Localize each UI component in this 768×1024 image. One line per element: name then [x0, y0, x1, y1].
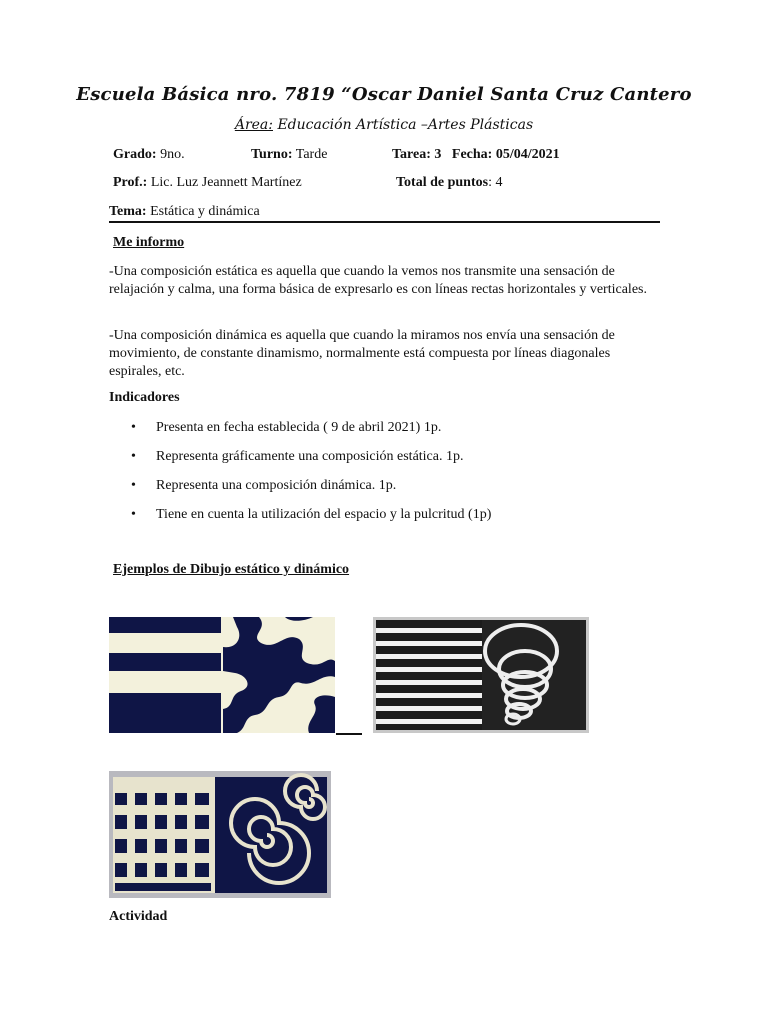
static-paragraph: -Una composición estática es aquella que cuando la vemos nos transmite una sensación de relajación y calma, una forma básica de expresarlo es con líneas rectas horizontales y verticales. [109, 264, 647, 297]
list-item-text: Presenta en fecha establecida ( 9 de abril 2021) 1p. [156, 420, 442, 435]
bullet-icon: • [131, 478, 136, 493]
tema-label: Tema: [109, 204, 147, 219]
bullet-icon: • [131, 449, 136, 464]
example-image-static-dynamic-2 [373, 617, 589, 733]
tarea-fecha-label: Tarea: 3 Fecha: 05/04/2021 [392, 147, 560, 162]
me-informo-heading: Me informo [113, 235, 185, 250]
bullet-icon: • [131, 420, 136, 435]
example-image-static-dynamic-1 [109, 617, 335, 733]
prof-label: Prof.: [113, 175, 148, 190]
grado-label: Grado: [113, 147, 157, 162]
subject-area [0, 117, 768, 133]
list-item [131, 506, 491, 535]
example-3-drawing [109, 771, 331, 898]
list-item-text: Representa una composición dinámica. 1p. [156, 478, 397, 493]
indicadores-list [131, 419, 491, 535]
prof-line [113, 175, 302, 191]
puntos-line [396, 175, 502, 191]
example-image-static-dynamic-3 [109, 771, 331, 898]
list-item [131, 448, 491, 477]
turno-value: Tarde [292, 147, 328, 162]
tarea-fecha [392, 147, 560, 163]
header-divider [109, 221, 660, 223]
underline-mark [336, 733, 362, 735]
puntos-label: Total de puntos [396, 175, 489, 190]
indicadores-heading: Indicadores [109, 390, 180, 405]
actividad-heading: Actividad [109, 909, 168, 924]
school-title: Escuela Básica nro. 7819 “Oscar Daniel Santa Cruz Cantero [76, 84, 692, 105]
puntos-value: : 4 [488, 175, 503, 190]
prof-value: Lic. Luz Jeannett Martínez [147, 175, 302, 190]
grado-line [113, 147, 185, 163]
example-2-drawing [373, 617, 589, 733]
example-1-drawing [109, 617, 335, 733]
area-value: Educación Artística –Artes Plásticas [273, 117, 534, 133]
ejemplos-heading: Ejemplos de Dibujo estático y dinámico [113, 562, 350, 577]
list-item-text: Representa gráficamente una composición estática. 1p. [156, 449, 464, 464]
tema-value: Estática y dinámica [146, 204, 260, 219]
turno-line [251, 147, 327, 163]
tema-line [109, 204, 260, 220]
dynamic-paragraph: -Una composición dinámica es aquella que cuando la miramos nos envía una sensación de movimiento, de constante dinamismo, normalmente está compuesta por líneas diagonales espirales, etc. [109, 328, 615, 379]
list-item-text: Tiene en cuenta la utilización del espacio y la pulcritud (1p) [156, 507, 492, 522]
turno-label: Turno: [251, 147, 293, 162]
list-item [131, 477, 491, 506]
bullet-icon: • [131, 507, 136, 522]
grado-value: 9no. [156, 147, 185, 162]
area-label: Área: [234, 117, 273, 133]
list-item [131, 419, 491, 448]
